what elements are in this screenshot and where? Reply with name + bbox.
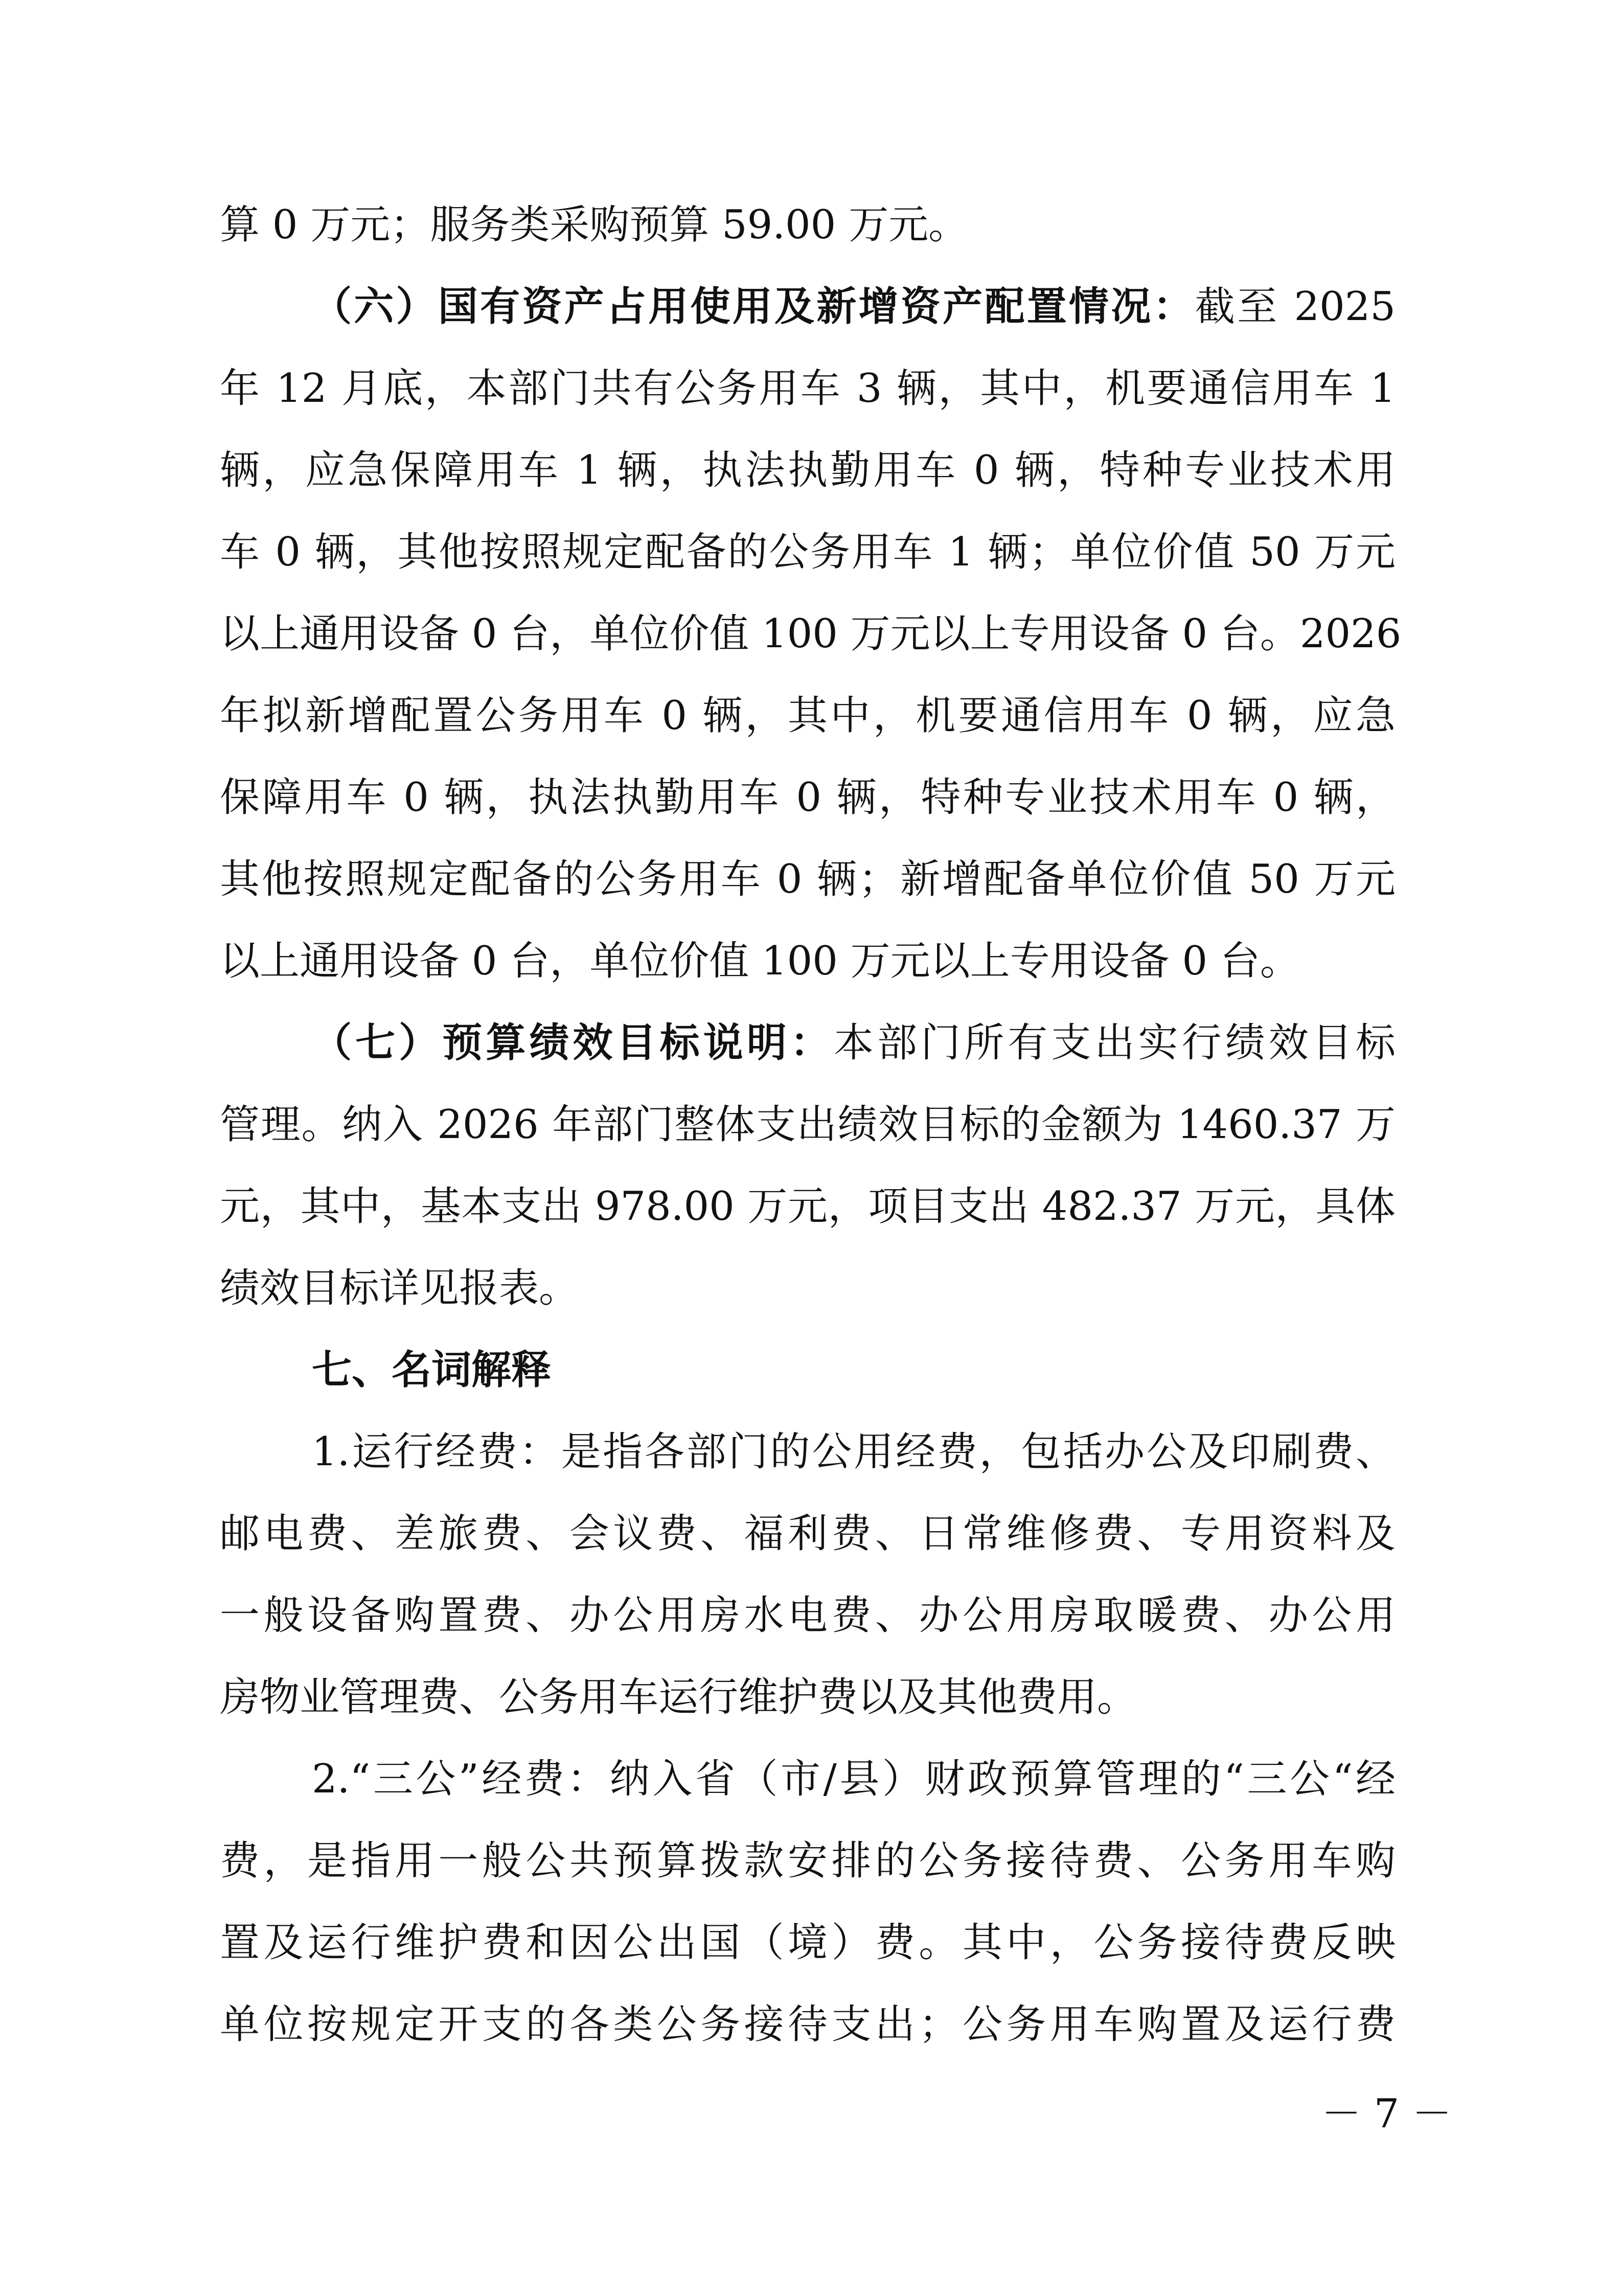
section-label: （七）预算绩效目标说明： <box>312 1019 834 1066</box>
page-number: － 7 － <box>1321 2091 1452 2137</box>
paragraph-text: 截至 2025 <box>1195 284 1396 330</box>
paragraph-line: 年拟新增配置公务用车 0 辆，其中，机要通信用车 0 辆，应急 <box>220 693 1396 739</box>
paragraph-line: 置及运行维护费和因公出国（境）费。其中，公务接待费反映 <box>220 1920 1396 1966</box>
section-label: （六）国有资产占用使用及新增资产配置情况： <box>312 283 1195 330</box>
paragraph-line: 年 12 月底，本部门共有公务用车 3 辆，其中，机要通信用车 1 <box>220 366 1396 412</box>
paragraph-line: 车 0 辆，其他按照规定配备的公务用车 1 辆；单位价值 50 万元 <box>220 529 1396 575</box>
paragraph-line: 其他按照规定配备的公务用车 0 辆；新增配备单位价值 50 万元 <box>220 856 1396 902</box>
paragraph-line: 2.“三公”经费：纳入省（市/县）财政预算管理的“三公“经 <box>312 1756 1396 1802</box>
paragraph-line: 绩效目标详见报表。 <box>220 1265 579 1311</box>
paragraph-line <box>312 284 1396 330</box>
paragraph-text: 本部门所有支出实行绩效目标 <box>834 1020 1396 1066</box>
paragraph-line: 算 0 万元；服务类采购预算 59.00 万元。 <box>220 202 969 248</box>
paragraph-line: 单位按规定开支的各类公务接待支出；公务用车购置及运行费 <box>220 2002 1396 2048</box>
paragraph-line: 以上通用设备 0 台，单位价值 100 万元以上专用设备 0 台。 <box>220 938 1300 984</box>
section-heading: 七、名词解释 <box>312 1347 552 1393</box>
paragraph-line: 房物业管理费、公务用车运行维护费以及其他费用。 <box>220 1674 1137 1720</box>
paragraph-line: 一般设备购置费、办公用房水电费、办公用房取暖费、办公用 <box>220 1593 1396 1639</box>
paragraph-line: 保障用车 0 辆，执法执勤用车 0 辆，特种专业技术用车 0 辆， <box>220 775 1396 821</box>
paragraph-line: 以上通用设备 0 台，单位价值 100 万元以上专用设备 0 台。2026 <box>220 611 1402 657</box>
paragraph-line: 辆，应急保障用车 1 辆，执法执勤用车 0 辆，特种专业技术用 <box>220 447 1396 493</box>
paragraph-line: 费，是指用一般公共预算拨款安排的公务接待费、公务用车购 <box>220 1838 1396 1884</box>
paragraph-line: 邮电费、差旅费、会议费、福利费、日常维修费、专用资料及 <box>220 1511 1396 1557</box>
paragraph-line: 元，其中，基本支出 978.00 万元，项目支出 482.37 万元，具体 <box>220 1184 1396 1230</box>
paragraph-line: 管理。纳入 2026 年部门整体支出绩效目标的金额为 1460.37 万 <box>220 1102 1396 1148</box>
paragraph-line: 1.运行经费：是指各部门的公用经费，包括办公及印刷费、 <box>312 1429 1396 1475</box>
paragraph-line <box>312 1020 1396 1066</box>
